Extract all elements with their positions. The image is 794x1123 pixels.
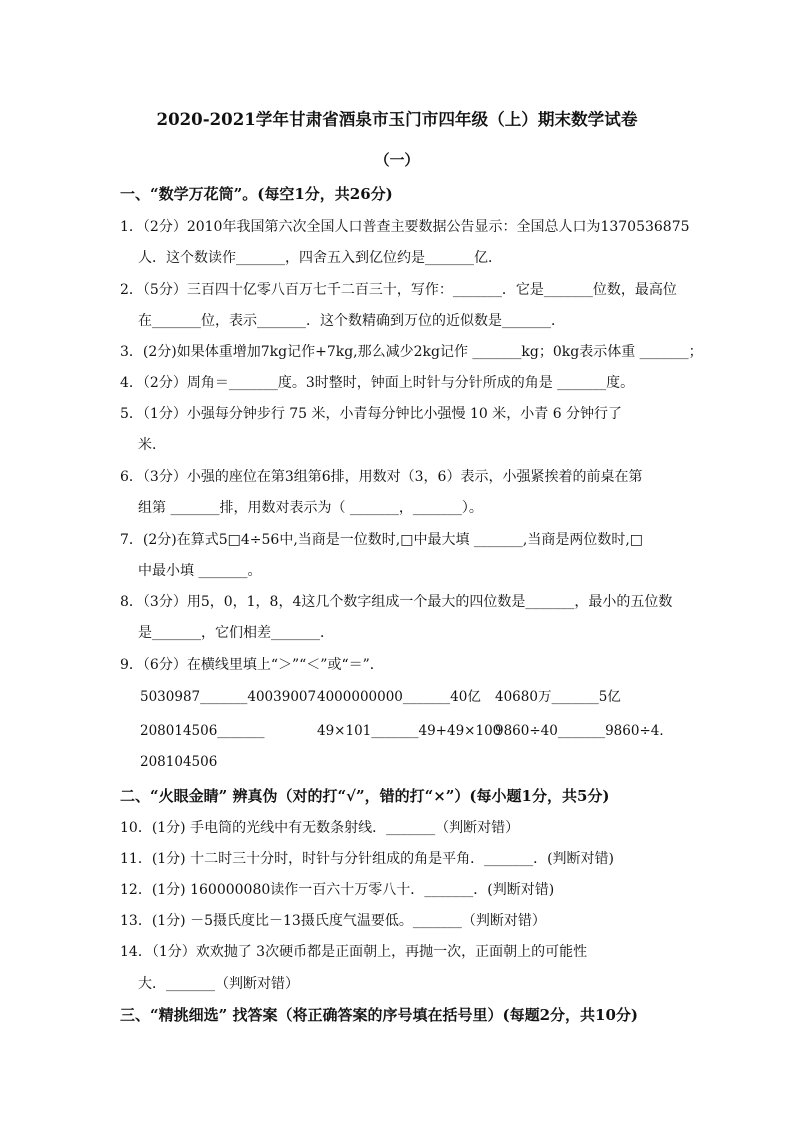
question-14-line-1: 14．（1分）欢欢抛了 3次硬币都是正面朝上，再抛一次，正面朝上的可能性 (120, 944, 588, 960)
comparison-item: 5030987_______40039007 (140, 689, 317, 705)
question-1-line-2: 人．这个数读作_______，四舍五入到亿位约是_______亿． (138, 250, 502, 266)
exam-title: 2020-2021学年甘肃省酒泉市玉门市四年级（上）期末数学试卷 (156, 109, 638, 129)
question-7-line-1: 7．(2分)在算式5□4÷56中,当商是一位数时,□中最大填 _______,当商是两位数时,□ (120, 532, 644, 548)
question-3: 3．(2分)如果体重增加7kg记作+7kg,那么减少2kg记作 _______kg；0kg表示体重 _______； (120, 344, 703, 360)
question-12: 12．(1分) 160000080读作一百六十万零八十．_______．(判断对错) (120, 882, 555, 898)
question-11: 11．(1分) 十二时三十分时，时针与分针组成的角是平角．_______．(判断对错) (120, 851, 615, 867)
question-4: 4．（2分）周角＝_______度。3时整时，钟面上时针与分针所成的角是 _______度。 (120, 375, 635, 391)
question-8-line-1: 8．（3分）用5，0，1，8，4这几个数字组成一个最大的四位数是_______，最小的五位数 (120, 594, 673, 610)
comparison-item: 208014506_______ (140, 723, 265, 739)
comparison-item: 40680万_______5亿 (495, 689, 621, 705)
question-10: 10．(1分) 手电筒的光线中有无数条射线．_______（判断对错） (120, 820, 520, 836)
question-7-line-2: 中最小填 _______。 (138, 563, 262, 579)
question-5-line-2: 米． (138, 437, 166, 453)
question-14-line-2: 大．_______（判断对错） (138, 976, 299, 992)
comparison-item: 208104506 (140, 754, 218, 770)
question-5-line-1: 5．（1分）小强每分钟步行 75 米，小青每分钟比小强慢 10 米，小青 6 分钟行了 (120, 406, 623, 422)
question-2-line-2: 在_______位，表示_______．这个数精确到万位的近似数是_______． (138, 313, 565, 329)
question-1-line-1: 1．（2分）2010年我国第六次全国人口普查主要数据公告显示：全国总人口为1370536875 (120, 219, 690, 235)
comparison-item: 49×101_______49+49×100 (317, 723, 502, 739)
section-3-heading: 三、“精挑细选” 找答案（将正确答案的序号填在括号里）(每题2分，共10分) (120, 1006, 638, 1024)
section-2-heading: 二、“火眼金睛” 辨真伪（对的打“√”，错的打“×”）(每小题1分，共5分) (120, 787, 610, 805)
section-1-heading: 一、“数学万花筒”。(每空1分，共26分) (120, 185, 393, 203)
question-6-line-2: 组第 _______排，用数对表示为（ _______，_______）。 (138, 500, 483, 516)
question-8-line-2: 是_______，它们相差_______． (138, 625, 334, 641)
question-6-line-1: 6．（3分）小强的座位在第3组第6排，用数对（3，6）表示，小强紧挨着的前桌在第 (120, 469, 643, 485)
question-13: 13．(1分) －5摄氏度比－13摄氏度气温要低。_______（判断对错） (120, 913, 546, 929)
comparison-item: 4000000000_______40亿 (317, 689, 481, 705)
comparison-item: 9860÷40_______9860÷4． (495, 723, 673, 739)
question-2-line-1: 2．（5分）三百四十亿零八百万七千二百三十，写作：_______．它是_______位数，最高位 (120, 282, 677, 298)
question-9-instruction: 9．（6分）在横线里填上“＞”“＜”或“＝”． (120, 657, 384, 673)
exam-subtitle: （一） (374, 151, 420, 169)
